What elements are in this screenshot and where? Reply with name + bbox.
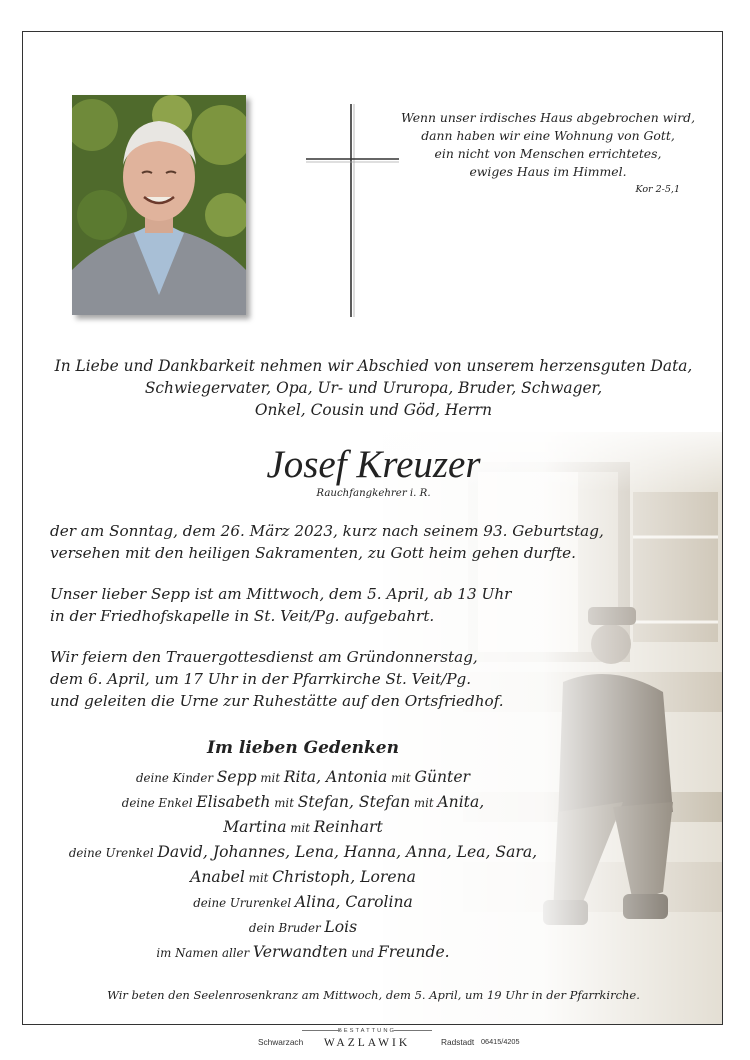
obituary-frame [22, 31, 723, 1025]
verse-line: ewiges Haus im Himmel. [469, 164, 627, 179]
mourner-line [23, 790, 583, 815]
mourner-line [23, 840, 583, 865]
mourner-line [23, 865, 583, 890]
mourner-name: Verwandten [252, 943, 348, 961]
paragraph-line: dem 6. April, um 17 Uhr in der Pfarrkirche St. Veit/Pg. [50, 670, 472, 688]
portrait-photo [72, 95, 246, 315]
deceased-name: Josef Kreuzer [266, 443, 481, 486]
mourner-name: David, Johannes, Lena, Hanna, Anna, Lea, Sara, [157, 843, 538, 861]
footer-location-right: Radstadt [441, 1037, 475, 1047]
logo-tagline: BESTATTUNG [337, 1028, 397, 1034]
mourner-name: Rita, Antonia [283, 768, 388, 786]
mourner-name: Alina, Carolina [294, 893, 413, 911]
viewing-info [50, 583, 710, 627]
mourner-name: Freunde. [377, 943, 450, 961]
mourner-relation: dein Bruder [248, 921, 325, 935]
mourner-name: Günter [414, 768, 471, 786]
mourner-relation: deine Kinder [135, 771, 217, 785]
mourner-line [23, 815, 583, 840]
mourner-name: Lois [324, 918, 358, 936]
mourner-relation: mit [286, 821, 314, 835]
funeral-service-info [50, 646, 710, 712]
verse-line: ein nicht von Menschen errichtetes, [434, 146, 662, 161]
mourner-name: Anabel [190, 868, 245, 886]
mourners-heading: Im lieben Gedenken [207, 738, 399, 758]
funeral-home-logo [302, 1027, 432, 1050]
mourner-relation: mit [244, 871, 273, 885]
intro-line: Schwiegervater, Opa, Ur- und Ururopa, Bruder, Schwager, [144, 379, 603, 397]
paragraph-line: versehen mit den heiligen Sakramenten, zu Gott heim gehen durfte. [50, 544, 577, 562]
paragraph-line: Wir feiern den Trauergottesdienst am Gründonnerstag, [50, 648, 478, 666]
funeral-home-footer [0, 1027, 750, 1057]
mourner-name: Anita, [437, 793, 485, 811]
portrait-image [72, 95, 246, 315]
mourner-relation: und [347, 946, 378, 960]
verse-line: dann haben wir eine Wohnung von Gott, [421, 128, 675, 143]
mourner-relation: mit [270, 796, 298, 810]
paragraph-line: und geleiten die Urne zur Ruhestätte auf den Ortsfriedhof. [50, 692, 504, 710]
mourner-name: Martina [223, 818, 287, 836]
verse-reference: Kor 2-5,1 [635, 184, 680, 195]
footer-location-left: Schwarzach [258, 1037, 304, 1047]
rosary-notice: Wir beten den Seelenrosenkranz am Mittwoch, dem 5. April, um 19 Uhr in der Pfarrkirche. [107, 988, 640, 1002]
mourner-relation: mit [410, 796, 438, 810]
logo-rule-right [394, 1030, 432, 1031]
death-announcement [50, 520, 710, 564]
mourner-relation: deine Enkel [121, 796, 197, 810]
cross-icon [303, 102, 403, 322]
mourner-relation: deine Urenkel [68, 846, 158, 860]
footer-phone: 06415/4205 [481, 1037, 520, 1046]
logo-brand: WAZLAWIK [323, 1037, 411, 1049]
mourners-list [23, 765, 583, 965]
deceased-occupation: Rauchfangkehrer i. R. [316, 488, 431, 499]
mourner-line [23, 890, 583, 915]
mourner-relation: deine Ururenkel [193, 896, 295, 910]
intro-line: Onkel, Cousin und Göd, Herrn [254, 401, 493, 419]
intro-line: In Liebe und Dankbarkeit nehmen wir Abschied von unserem herzensguten Data, [54, 357, 693, 375]
paragraph-line: in der Friedhofskapelle in St. Veit/Pg. aufgebahrt. [50, 607, 435, 625]
mourner-line [23, 940, 583, 965]
mourner-name: Christoph, Lorena [272, 868, 416, 886]
mourner-relation: mit [387, 771, 415, 785]
mourner-line [23, 765, 583, 790]
mourner-name: Stefan, Stefan [297, 793, 411, 811]
paragraph-line: der am Sonntag, dem 26. März 2023, kurz nach seinem 93. Geburtstag, [50, 522, 604, 540]
bible-verse [398, 109, 698, 197]
intro-text [23, 355, 723, 421]
verse-line: Wenn unser irdisches Haus abgebrochen wird, [400, 110, 696, 125]
paragraph-line: Unser lieber Sepp ist am Mittwoch, dem 5. April, ab 13 Uhr [50, 585, 512, 603]
mourner-line [23, 915, 583, 940]
mourner-relation: im Namen aller [156, 946, 253, 960]
mourner-name: Sepp [216, 768, 257, 786]
mourner-name: Reinhart [313, 818, 383, 836]
logo-rule-left [302, 1030, 340, 1031]
mourner-relation: mit [256, 771, 284, 785]
mourner-name: Elisabeth [196, 793, 271, 811]
